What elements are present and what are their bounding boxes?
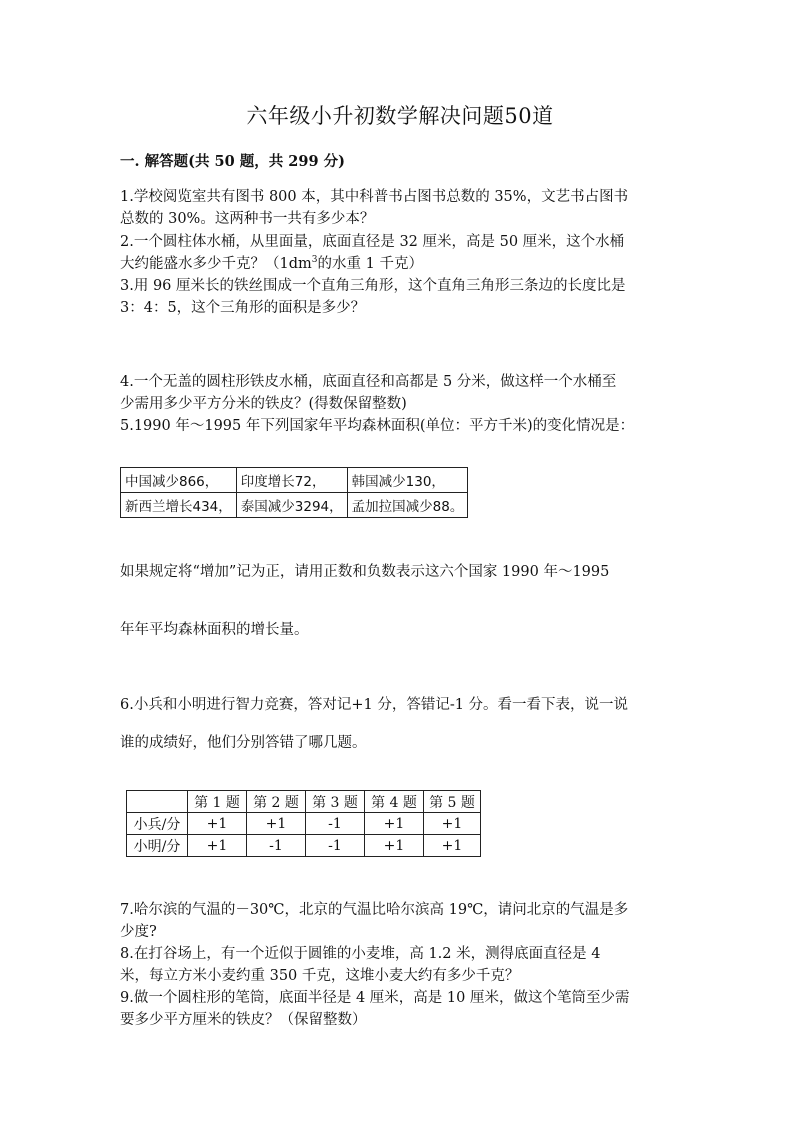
question-2-line-2-b: 的水重 1 千克）: [317, 256, 423, 272]
table-header-cell: 第 4 题: [365, 791, 424, 813]
question-9-line-2: 要多少平方厘米的铁皮？（保留整数）: [120, 1012, 367, 1028]
table-header-row: [127, 791, 481, 813]
question-8-line-2: 米，每立方米小麦约重 350 千克，这堆小麦大约有多少千克？: [120, 968, 520, 984]
table-cell: 新西兰增长434，: [121, 493, 237, 518]
question-2-line-1: 2.一个圆柱体水桶，从里面量，底面直径是 32 厘米，高是 50 厘米，这个水桶: [120, 234, 625, 250]
table-cell: +1: [188, 813, 247, 835]
table-row: [127, 813, 481, 835]
table-row: [121, 493, 468, 518]
table-row: [121, 468, 468, 493]
table-header-cell: 第 2 题: [247, 791, 306, 813]
question-4-line-2: 少需用多少平方分米的铁皮？(得数保留整数): [120, 396, 407, 412]
section-heading: 一. 解答题(共 50 题，共 299 分): [120, 153, 345, 170]
table-cell: +1: [424, 813, 481, 835]
table-cell: +1: [188, 835, 247, 857]
table-cell: -1: [306, 813, 365, 835]
question-7-line-2: 少度?: [120, 924, 157, 940]
table-header-cell: 第 1 题: [188, 791, 247, 813]
question-4-line-1: 4.一个无盖的圆柱形铁皮水桶，底面直径和高都是 5 分米，做这样一个水桶至: [120, 374, 617, 390]
question-3-line-2: 3：4：5，这个三角形的面积是多少？: [120, 300, 366, 316]
question-8-line-1: 8.在打谷场上，有一个近似于圆锥的小麦堆，高 1.2 米，测得底面直径是 4: [120, 946, 601, 962]
question-5-line-3: 年年平均森林面积的增长量。: [120, 622, 309, 638]
table-row-label: 小兵/分: [127, 813, 188, 835]
question-6-line-1: 6.小兵和小明进行智力竞赛，答对记+1 分，答错记-1 分。看一看下表，说一说: [120, 697, 629, 713]
question-9-line-1: 9.做一个圆柱形的笔筒，底面半径是 4 厘米，高是 10 厘米，做这个笔筒至少需: [120, 990, 630, 1006]
table-cell: +1: [247, 813, 306, 835]
question-7-line-1: 7.哈尔滨的气温的－30℃，北京的气温比哈尔滨高 19℃，请问北京的气温是多: [120, 902, 629, 918]
question-1-line-2: 总数的 30%。这两种书一共有多少本？: [120, 211, 375, 227]
table-row: [127, 835, 481, 857]
table-cell: +1: [424, 835, 481, 857]
question-1-line-1: 1.学校阅览室共有图书 800 本，其中科普书占图书总数的 35%，文艺书占图书: [120, 189, 629, 205]
table-cell: +1: [365, 835, 424, 857]
question-3-line-1: 3.用 96 厘米长的铁丝围成一个直角三角形，这个直角三角形三条边的长度比是: [120, 278, 626, 294]
table-cell: 印度增长72，: [236, 468, 347, 493]
question-2-superscript: 3: [311, 255, 318, 266]
question-2-line-2: [120, 254, 423, 274]
table-header-cell: 第 5 题: [424, 791, 481, 813]
table-row-label: 小明/分: [127, 835, 188, 857]
table-cell: 中国减少866，: [121, 468, 237, 493]
table-cell: +1: [365, 813, 424, 835]
question-5-line-2: 如果规定将“增加”记为正，请用正数和负数表示这六个国家 1990 年～1995: [120, 564, 610, 580]
table-cell: 泰国减少3294，: [236, 493, 347, 518]
table-header-cell: 第 3 题: [306, 791, 365, 813]
forest-change-table: [120, 467, 468, 518]
quiz-score-table: [126, 790, 481, 857]
table-cell: -1: [247, 835, 306, 857]
table-header-cell: [127, 791, 188, 813]
table-cell: 韩国减少130，: [347, 468, 468, 493]
question-6-line-2: 谁的成绩好，他们分别答错了哪几题。: [120, 735, 367, 751]
table-cell: 孟加拉国减少88。: [347, 493, 468, 518]
table-cell: -1: [306, 835, 365, 857]
question-2-line-2-a: 大约能盛水多少千克？（1dm: [120, 256, 312, 272]
question-5-line-1: 5.1990 年～1995 年下列国家年平均森林面积(单位：平方千米)的变化情况是：: [120, 418, 635, 434]
page-title: 六年级小升初数学解决问题50道: [246, 104, 554, 128]
